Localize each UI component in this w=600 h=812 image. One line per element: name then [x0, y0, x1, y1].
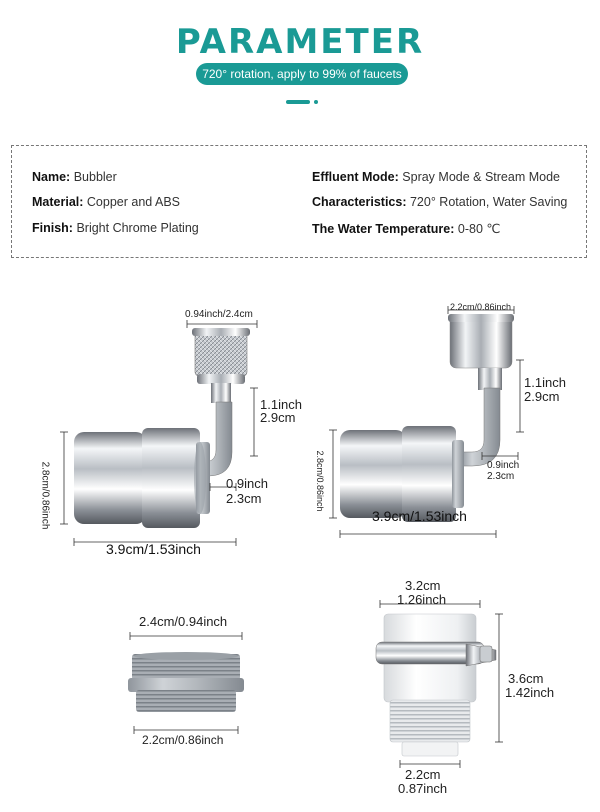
p2-elbow-inch: 0.9inch: [487, 460, 520, 471]
divider-dash: [286, 100, 310, 104]
spec-characteristics: Characteristics: 720° Rotation, Water Saving: [312, 195, 568, 209]
p2-body-length: 3.9cm/1.53inch: [372, 508, 467, 524]
clamp-height-cm: 3.6cm: [508, 671, 544, 686]
p1-elbow-inch: 0.9inch: [226, 476, 268, 491]
spec-box: [11, 145, 587, 258]
spec-water-temperature: The Water Temperature: 0-80 ℃: [312, 222, 501, 236]
p2-elbow-cm: 2.3cm: [487, 471, 515, 482]
p1-elbow-cm: 2.3cm: [226, 491, 262, 506]
p1-top-width-label: 0.94inch/2.4cm: [185, 309, 253, 320]
divider-dot: [314, 100, 318, 104]
clamp-top-inch: 1.26inch: [397, 592, 447, 607]
hose-clamp-adapter: [376, 614, 496, 756]
p1-neck-height-inch: 1.1inch: [260, 397, 302, 412]
spec-finish: Finish: Bright Chrome Plating: [32, 221, 199, 235]
faucet-aerator-1: [74, 328, 250, 528]
p2-body-diameter: 2.8cm/0.86inch: [315, 450, 325, 512]
page-title: PARAMETER: [175, 22, 425, 62]
p1-body-length: 3.9cm/1.53inch: [106, 541, 201, 557]
adapter-bottom-dimension: 2.2cm/0.86inch: [142, 733, 224, 747]
thread-adapter: [128, 652, 244, 712]
clamp-bottom-inch: 0.87inch: [398, 781, 448, 796]
p2-top-width-label: 2.2cm/0.86inch: [450, 302, 512, 312]
clamp-top-cm: 3.2cm: [405, 578, 441, 593]
spec-name: Name: Bubbler: [32, 170, 117, 184]
spec-material: Material: Copper and ABS: [32, 195, 181, 209]
p1-body-diameter: 2.8cm/0.86inch: [39, 461, 51, 530]
product-illustrations: [0, 280, 600, 812]
clamp-height-inch: 1.42inch: [505, 685, 555, 700]
adapter-top-dimension: 2.4cm/0.94inch: [139, 614, 228, 629]
p1-neck-height-cm: 2.9cm: [260, 410, 296, 425]
spec-effluent-mode: Effluent Mode: Spray Mode & Stream Mode: [312, 170, 560, 184]
p2-neck-height-cm: 2.9cm: [524, 389, 560, 404]
faucet-aerator-2: [340, 314, 514, 522]
subtitle-badge: 720° rotation, apply to 99% of faucets: [196, 63, 408, 85]
p2-neck-height-inch: 1.1inch: [524, 375, 566, 390]
clamp-bottom-cm: 2.2cm: [405, 767, 441, 782]
